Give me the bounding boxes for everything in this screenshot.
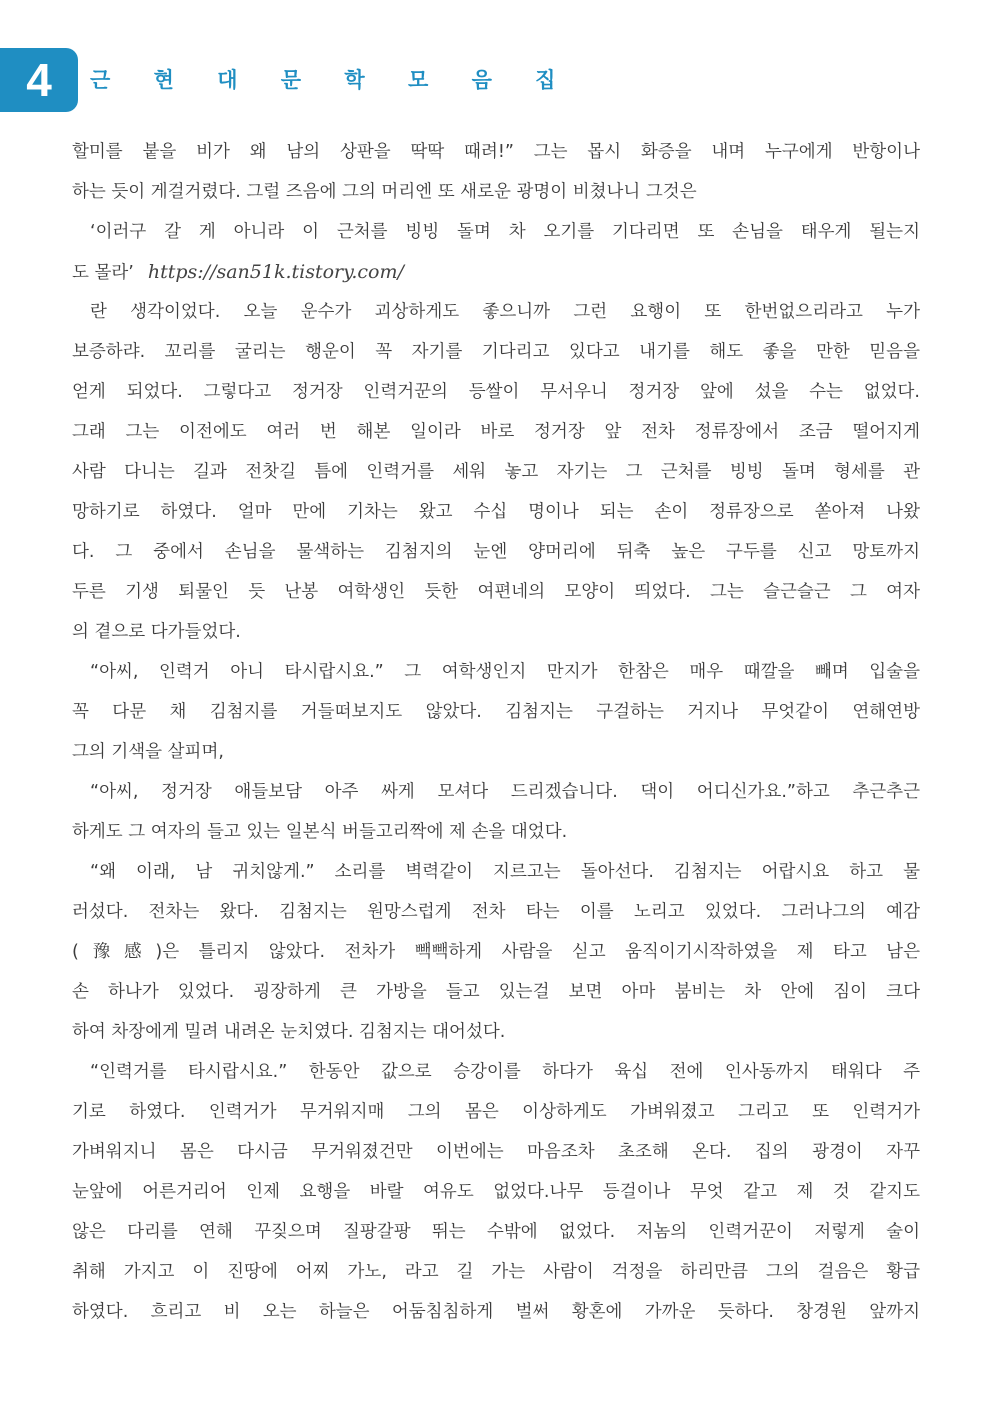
text-line: 취해 가지고 이 진땅에 어찌 가노, 라고 길 가는 사람이 걱정을 하리만큼 그의 걸음은 황급 (72, 1262, 920, 1282)
text-line (72, 252, 920, 292)
text-line: 의 곁으로 다가들었다. (72, 622, 241, 642)
text-line: 사람 다니는 길과 전찻길 틈에 인력거를 세워 놓고 자기는 그 근처를 빙빙 돌며 형세를 관 (72, 462, 920, 482)
text-line: 두른 기생 퇴물인 듯 난봉 여학생인 듯한 여편네의 모양이 띄었다. 그는 슬근슬근 그 여자 (72, 582, 920, 602)
story-body (72, 132, 920, 1332)
text-line: 그의 기색을 살피며, (72, 742, 224, 762)
collection-title: 근 현 대 문 학 모 음 집 (90, 68, 574, 92)
text-line: (豫感)은 틀리지 않았다. 전차가 빽빽하게 사람을 싣고 움직이기시작하였을 제 타고 남은 (72, 942, 920, 962)
text-line: 않은 다리를 연해 꾸짖으며 질팡갈팡 뛰는 수밖에 없었다. 저놈의 인력거꾼이 저렇게 술이 (72, 1222, 920, 1242)
text-line: “아씨, 정거장 애들보담 아주 싸게 모셔다 드리겠습니다. 댁이 어디신가요.”하고 추근추근 (90, 782, 920, 802)
text-line: 하게도 그 여자의 들고 있는 일본식 버들고리짝에 제 손을 대었다. (72, 822, 568, 842)
chapter-number-badge: 4 (0, 48, 78, 112)
text-line: 가벼워지니 몸은 다시금 무거워졌건만 이번에는 마음조차 초조해 온다. 집의 광경이 자꾸 (72, 1142, 920, 1162)
text-line: 꼭 다문 채 김첨지를 거들떠보지도 않았다. 김첨지는 구걸하는 거지나 무엇같이 연해연방 (72, 702, 920, 722)
watermark-url: https://san51k.tistory.com/ (147, 261, 404, 283)
text-line: “왜 이래, 남 귀치않게.” 소리를 벽력같이 지르고는 돌아선다. 김첨지는 어랍시요 하고 물 (90, 862, 920, 882)
text-line: 눈앞에 어른거리어 인제 요행을 바랄 여유도 없었다.나무 등걸이나 무엇 같고 제 것 같지도 (72, 1182, 920, 1202)
text-line: 하는 듯이 게걸거렸다. 그럴 즈음에 그의 머리엔 또 새로운 광명이 비쳤나니 그것은 (72, 182, 697, 202)
text-line: 하였다. 흐리고 비 오는 하늘은 어둠침침하게 벌써 황혼에 가까운 듯하다. 창경원 앞까지 (72, 1302, 920, 1322)
text-line-content: 도 몰라’ (72, 263, 134, 283)
text-line: 그래 그는 이전에도 여러 번 해본 일이라 바로 정거장 앞 전차 정류장에서 조금 떨어지게 (72, 422, 920, 442)
text-line: “인력거를 타시랍시요.” 한동안 값으로 승강이를 하다가 육십 전에 인사동까지 태워다 주 (90, 1062, 920, 1082)
text-line: 러섰다. 전차는 왔다. 김첨지는 원망스럽게 전차 타는 이를 노리고 있었다. 그러나그의 예감 (72, 902, 920, 922)
text-line: 기로 하였다. 인력거가 무거워지매 그의 몸은 이상하게도 가벼워졌고 그리고 또 인력거가 (72, 1102, 920, 1122)
text-line: 망하기로 하였다. 얼마 만에 기차는 왔고 수십 명이나 되는 손이 정류장으로 쏟아져 나왔 (72, 502, 920, 522)
text-line: 손 하나가 있었다. 굉장하게 큰 가방을 들고 있는걸 보면 아마 붐비는 차 안에 짐이 크다 (72, 982, 920, 1002)
text-line: 할미를 붙을 비가 왜 남의 상판을 딱딱 때려!” 그는 몹시 화증을 내며 누구에게 반항이나 (72, 142, 920, 162)
text-line: “아씨, 인력거 아니 타시랍시요.” 그 여학생인지 만지가 한참은 매우 때깔을 빼며 입술을 (90, 662, 920, 682)
text-line: ‘이러구 갈 게 아니라 이 근처를 빙빙 돌며 차 오기를 기다리면 또 손님을 태우게 될는지 (90, 222, 920, 242)
text-line: 하여 차장에게 밀려 내려온 눈치였다. 김첨지는 대어섰다. (72, 1022, 506, 1042)
text-line: 다. 그 중에서 손님을 물색하는 김첨지의 눈엔 양머리에 뒤축 높은 구두를 신고 망토까지 (72, 542, 920, 562)
text-line: 보증하랴. 꼬리를 굴리는 행운이 꼭 자기를 기다리고 있다고 내기를 해도 좋을 만한 믿음을 (72, 342, 920, 362)
text-line: 란 생각이었다. 오늘 운수가 괴상하게도 좋으니까 그런 요행이 또 한번없으리라고 누가 (90, 302, 920, 322)
text-line: 얻게 되었다. 그렇다고 정거장 인력거꾼의 등쌀이 무서우니 정거장 앞에 섰을 수는 없었다. (72, 382, 920, 402)
